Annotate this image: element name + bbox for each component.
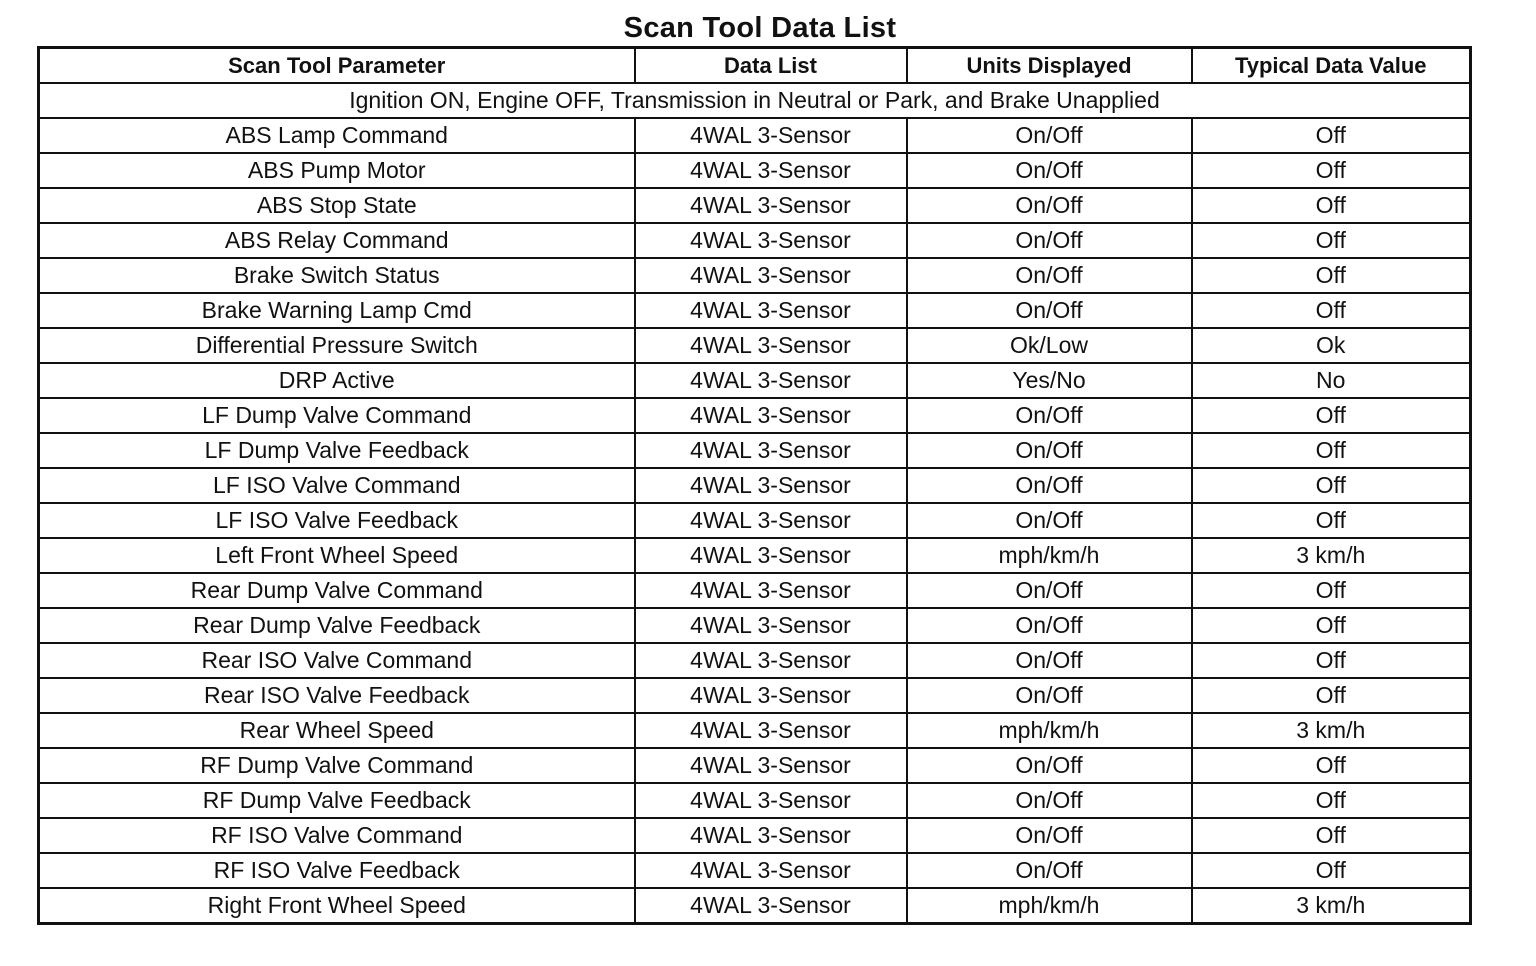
table-row	[39, 748, 1471, 783]
table-row	[39, 328, 1471, 363]
cell-typical-value: Off	[1192, 188, 1471, 223]
cell-parameter: Right Front Wheel Speed	[39, 888, 635, 924]
cell-typical-value: Off	[1192, 468, 1471, 503]
cell-data-list: 4WAL 3-Sensor	[635, 713, 907, 748]
cell-typical-value: Off	[1192, 748, 1471, 783]
cell-typical-value: Off	[1192, 433, 1471, 468]
table-row	[39, 713, 1471, 748]
table-row	[39, 188, 1471, 223]
cell-data-list: 4WAL 3-Sensor	[635, 748, 907, 783]
cell-typical-value: Off	[1192, 783, 1471, 818]
table-row	[39, 608, 1471, 643]
table-header	[39, 48, 1471, 84]
cell-data-list: 4WAL 3-Sensor	[635, 433, 907, 468]
cell-parameter: LF Dump Valve Feedback	[39, 433, 635, 468]
cell-data-list: 4WAL 3-Sensor	[635, 818, 907, 853]
header-units-displayed: Units Displayed	[907, 48, 1192, 84]
cell-typical-value: Off	[1192, 293, 1471, 328]
cell-parameter: Differential Pressure Switch	[39, 328, 635, 363]
cell-typical-value: Off	[1192, 643, 1471, 678]
cell-data-list: 4WAL 3-Sensor	[635, 853, 907, 888]
cell-data-list: 4WAL 3-Sensor	[635, 538, 907, 573]
table-row	[39, 573, 1471, 608]
cell-data-list: 4WAL 3-Sensor	[635, 188, 907, 223]
table-row	[39, 293, 1471, 328]
cell-data-list: 4WAL 3-Sensor	[635, 328, 907, 363]
cell-units: Yes/No	[907, 363, 1192, 398]
table-row	[39, 153, 1471, 188]
cell-units: On/Off	[907, 153, 1192, 188]
header-row	[39, 48, 1471, 84]
cell-parameter: ABS Pump Motor	[39, 153, 635, 188]
table-row	[39, 643, 1471, 678]
table-row	[39, 363, 1471, 398]
cell-typical-value: 3 km/h	[1192, 888, 1471, 924]
table-body	[39, 83, 1471, 924]
cell-typical-value: Off	[1192, 853, 1471, 888]
cell-parameter: Brake Switch Status	[39, 258, 635, 293]
cell-parameter: LF ISO Valve Feedback	[39, 503, 635, 538]
cell-units: On/Off	[907, 853, 1192, 888]
cell-parameter: ABS Lamp Command	[39, 118, 635, 153]
cell-data-list: 4WAL 3-Sensor	[635, 468, 907, 503]
cell-typical-value: 3 km/h	[1192, 713, 1471, 748]
cell-units: On/Off	[907, 468, 1192, 503]
cell-parameter: RF ISO Valve Feedback	[39, 853, 635, 888]
table-row	[39, 258, 1471, 293]
cell-data-list: 4WAL 3-Sensor	[635, 608, 907, 643]
cell-typical-value: Off	[1192, 153, 1471, 188]
cell-parameter: Rear Dump Valve Feedback	[39, 608, 635, 643]
header-data-list: Data List	[635, 48, 907, 84]
cell-typical-value: Off	[1192, 118, 1471, 153]
cell-units: mph/km/h	[907, 888, 1192, 924]
cell-parameter: DRP Active	[39, 363, 635, 398]
cell-data-list: 4WAL 3-Sensor	[635, 643, 907, 678]
condition-cell: Ignition ON, Engine OFF, Transmission in Neutral or Park, and Brake Unapplied	[39, 83, 1471, 118]
cell-units: Ok/Low	[907, 328, 1192, 363]
cell-data-list: 4WAL 3-Sensor	[635, 888, 907, 924]
cell-typical-value: Off	[1192, 608, 1471, 643]
cell-parameter: RF ISO Valve Command	[39, 818, 635, 853]
table-row	[39, 503, 1471, 538]
cell-parameter: Brake Warning Lamp Cmd	[39, 293, 635, 328]
table-row	[39, 818, 1471, 853]
cell-parameter: Rear ISO Valve Command	[39, 643, 635, 678]
cell-typical-value: Off	[1192, 818, 1471, 853]
cell-units: On/Off	[907, 258, 1192, 293]
cell-units: On/Off	[907, 573, 1192, 608]
cell-units: mph/km/h	[907, 713, 1192, 748]
cell-units: On/Off	[907, 223, 1192, 258]
cell-parameter: RF Dump Valve Command	[39, 748, 635, 783]
cell-units: On/Off	[907, 783, 1192, 818]
table-row	[39, 223, 1471, 258]
cell-typical-value: Off	[1192, 503, 1471, 538]
cell-parameter: ABS Stop State	[39, 188, 635, 223]
header-scan-tool-parameter: Scan Tool Parameter	[39, 48, 635, 84]
table-row	[39, 538, 1471, 573]
cell-data-list: 4WAL 3-Sensor	[635, 118, 907, 153]
cell-units: On/Off	[907, 643, 1192, 678]
cell-units: mph/km/h	[907, 538, 1192, 573]
cell-data-list: 4WAL 3-Sensor	[635, 363, 907, 398]
table-row	[39, 888, 1471, 924]
cell-units: On/Off	[907, 503, 1192, 538]
cell-parameter: LF Dump Valve Command	[39, 398, 635, 433]
cell-typical-value: Off	[1192, 398, 1471, 433]
cell-data-list: 4WAL 3-Sensor	[635, 678, 907, 713]
cell-units: On/Off	[907, 608, 1192, 643]
table-row	[39, 468, 1471, 503]
cell-units: On/Off	[907, 188, 1192, 223]
cell-parameter: RF Dump Valve Feedback	[39, 783, 635, 818]
condition-row	[39, 83, 1471, 118]
cell-data-list: 4WAL 3-Sensor	[635, 223, 907, 258]
cell-units: On/Off	[907, 678, 1192, 713]
cell-typical-value: Off	[1192, 678, 1471, 713]
table-row	[39, 678, 1471, 713]
cell-data-list: 4WAL 3-Sensor	[635, 293, 907, 328]
cell-units: On/Off	[907, 433, 1192, 468]
cell-parameter: Rear Dump Valve Command	[39, 573, 635, 608]
cell-units: On/Off	[907, 748, 1192, 783]
cell-typical-value: Off	[1192, 258, 1471, 293]
table-row	[39, 783, 1471, 818]
cell-units: On/Off	[907, 398, 1192, 433]
cell-units: On/Off	[907, 118, 1192, 153]
cell-data-list: 4WAL 3-Sensor	[635, 398, 907, 433]
table-row	[39, 398, 1471, 433]
table-row	[39, 853, 1471, 888]
cell-typical-value: 3 km/h	[1192, 538, 1471, 573]
table-row	[39, 433, 1471, 468]
cell-parameter: ABS Relay Command	[39, 223, 635, 258]
page-title: Scan Tool Data List	[623, 12, 897, 44]
cell-typical-value: Off	[1192, 223, 1471, 258]
cell-data-list: 4WAL 3-Sensor	[635, 153, 907, 188]
cell-typical-value: Ok	[1192, 328, 1471, 363]
cell-parameter: Rear Wheel Speed	[39, 713, 635, 748]
header-typical-data-value: Typical Data Value	[1192, 48, 1471, 84]
cell-data-list: 4WAL 3-Sensor	[635, 573, 907, 608]
cell-units: On/Off	[907, 818, 1192, 853]
cell-data-list: 4WAL 3-Sensor	[635, 783, 907, 818]
cell-data-list: 4WAL 3-Sensor	[635, 503, 907, 538]
cell-data-list: 4WAL 3-Sensor	[635, 258, 907, 293]
cell-typical-value: Off	[1192, 573, 1471, 608]
scan-tool-data-table	[37, 46, 1472, 925]
table-row	[39, 118, 1471, 153]
cell-units: On/Off	[907, 293, 1192, 328]
cell-parameter: Left Front Wheel Speed	[39, 538, 635, 573]
cell-parameter: LF ISO Valve Command	[39, 468, 635, 503]
cell-typical-value: No	[1192, 363, 1471, 398]
cell-parameter: Rear ISO Valve Feedback	[39, 678, 635, 713]
